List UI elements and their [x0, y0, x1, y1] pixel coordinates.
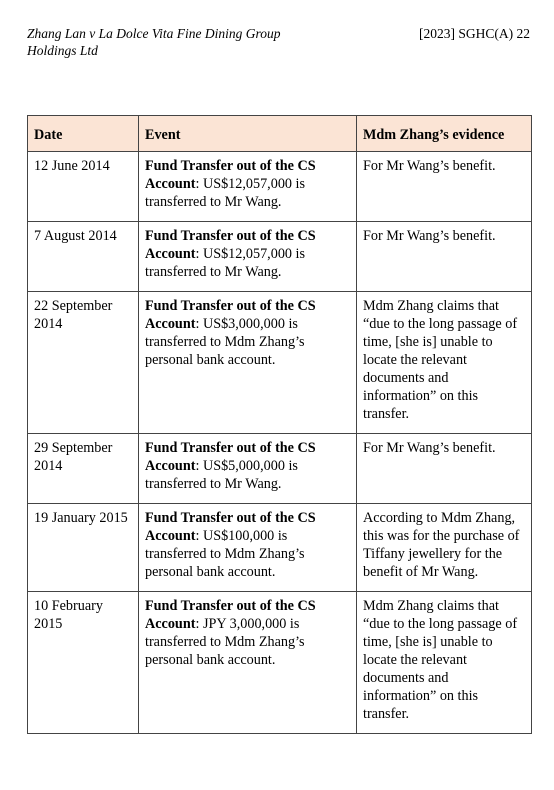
- event-detail: : US$12,057,000 is transferred to Mr Wang.: [145, 246, 306, 280]
- column-header-evidence: Mdm Zhang’s evidence: [357, 116, 532, 152]
- event-title: Fund Transfer out of the CS Account: [145, 228, 316, 262]
- table-row: [28, 504, 532, 592]
- evidence-cell: According to Mdm Zhang, this was for the purchase of Tiffany jewellery for the benefit of Mr Wang.: [357, 504, 532, 592]
- event-cell: [139, 222, 357, 292]
- table-header-row: [28, 116, 532, 152]
- date-cell: 22 September 2014: [28, 292, 139, 434]
- table-row: [28, 222, 532, 292]
- event-cell: [139, 292, 357, 434]
- event-title: Fund Transfer out of the CS Account: [145, 298, 316, 332]
- event-cell: [139, 434, 357, 504]
- date-cell: 10 February 2015: [28, 592, 139, 734]
- table-row: [28, 434, 532, 504]
- table-row: [28, 592, 532, 734]
- event-detail: : US$100,000 is transferred to Mdm Zhang’s personal bank account.: [145, 528, 305, 580]
- evidence-table: [27, 115, 532, 734]
- event-cell: [139, 504, 357, 592]
- event-detail: : US$5,000,000 is transferred to Mr Wang.: [145, 458, 298, 492]
- event-title: Fund Transfer out of the CS Account: [145, 510, 316, 544]
- case-citation: [2023] SGHC(A) 22: [419, 26, 530, 41]
- event-cell: [139, 592, 357, 734]
- event-cell: [139, 152, 357, 222]
- column-header-event: Event: [139, 116, 357, 152]
- column-header-date: Date: [28, 116, 139, 152]
- event-title: Fund Transfer out of the CS Account: [145, 598, 316, 632]
- case-name: Zhang Lan v La Dolce Vita Fine Dining Group Holdings Ltd: [27, 26, 281, 58]
- event-detail: : JPY 3,000,000 is transferred to Mdm Zhang’s personal bank account.: [145, 616, 305, 668]
- event-detail: : US$12,057,000 is transferred to Mr Wang.: [145, 176, 306, 210]
- table-row: [28, 292, 532, 434]
- event-title: Fund Transfer out of the CS Account: [145, 158, 316, 192]
- event-title: Fund Transfer out of the CS Account: [145, 440, 316, 474]
- evidence-cell: For Mr Wang’s benefit.: [357, 152, 532, 222]
- evidence-cell: For Mr Wang’s benefit.: [357, 434, 532, 504]
- event-detail: : US$3,000,000 is transferred to Mdm Zhang’s personal bank account.: [145, 316, 305, 368]
- date-cell: 12 June 2014: [28, 152, 139, 222]
- evidence-cell: For Mr Wang’s benefit.: [357, 222, 532, 292]
- date-cell: 19 January 2015: [28, 504, 139, 592]
- table-row: [28, 152, 532, 222]
- evidence-cell: Mdm Zhang claims that “due to the long passage of time, [she is] unable to locate the relevant documents and information” on this transfer.: [357, 592, 532, 734]
- date-cell: 7 August 2014: [28, 222, 139, 292]
- date-cell: 29 September 2014: [28, 434, 139, 504]
- evidence-cell: Mdm Zhang claims that “due to the long passage of time, [she is] unable to locate the relevant documents and information” on this transfer.: [357, 292, 532, 434]
